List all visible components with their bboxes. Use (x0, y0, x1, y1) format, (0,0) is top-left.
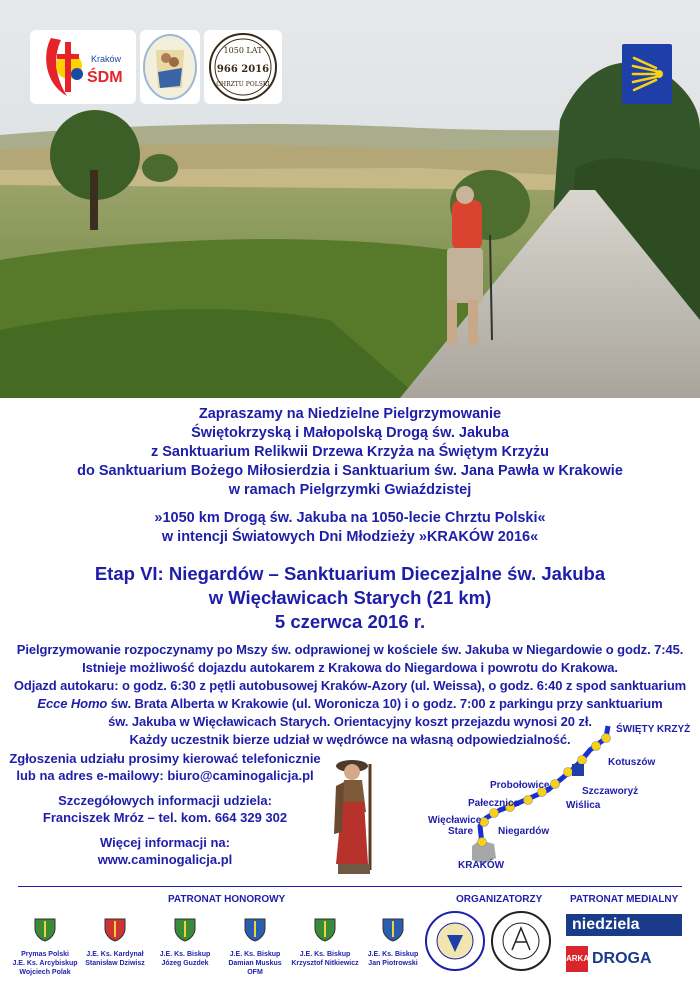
intro-line-4: do Sanktuarium Bożego Miłosierdzia i Sanktuarium św. Jana Pawła w Krakowie (77, 463, 623, 479)
intro-line-3: z Sanktuarium Relikwii Drzewa Krzyża na Świętym Krzyżu (150, 444, 550, 460)
map-label-wieclawice-stare: Stare (448, 826, 474, 837)
website-link[interactable]: www.caminogalicja.pl (97, 852, 233, 867)
details-line-6: Każdy uczestnik bierze udział w wędrówce na własną odpowiedzialność. (129, 732, 571, 747)
saint-james-statue (322, 752, 386, 878)
map-label-kotuszow: Kotuszów (608, 757, 656, 768)
ecce-homo-text: Ecce Homo (37, 696, 108, 711)
stage-date: 5 czerwca 2016 r. (274, 611, 426, 632)
patron-name-line: Damian Muskus OFM (228, 960, 282, 976)
mercy-logo (140, 30, 200, 104)
organizer-brotherhood-logo (424, 910, 486, 972)
patron-name (220, 950, 290, 977)
patron-name-line: Wojciech Polak (19, 969, 71, 976)
map-label-wieclawice: Więcławice (428, 815, 482, 826)
patron-name-line: J.E. Ks. Kardynał (86, 951, 144, 958)
header-photo (0, 0, 700, 398)
footer-divider (18, 886, 682, 887)
details-line-5: św. Jakuba w Więcławicach Starych. Orientacyjny koszt przejazdu wynosi 20 zł. (108, 714, 592, 729)
patron-name (358, 950, 428, 968)
patron-name (80, 950, 150, 968)
patron-name (290, 950, 360, 968)
arka-logo: ARKA (566, 946, 588, 972)
svg-text:1050 LAT: 1050 LAT (223, 46, 263, 55)
patron-name-line: J.E. Ks. Biskup (159, 951, 211, 958)
intro-line-1: Zapraszamy na Niedzielne Pielgrzymowanie (198, 406, 502, 422)
patron-name-line: J.E. Ks. Biskup (229, 951, 281, 958)
intro-line-7: w intencji Światowych Dni Młodzieży »KRAKÓW 2016« (161, 529, 539, 545)
map-label-probolowice: Probołowice (490, 780, 550, 791)
patron-name-line: Stanisław Dziwisz (85, 960, 145, 967)
patron-coat-of-arms (171, 915, 199, 943)
organizer-confraternitas-logo (490, 910, 552, 972)
patron-name-line: Józeg Guzdek (161, 960, 209, 967)
scallop-shell-icon (626, 50, 668, 98)
camino-shell-logo (622, 44, 672, 104)
intro-line-5: w ramach Pielgrzymki Gwiaździstej (228, 482, 472, 498)
contact-line-2: lub na adres e-mailowy: biuro@caminogalicja.pl (16, 768, 314, 783)
patron-name-line: J.E. Ks. Biskup (367, 951, 419, 958)
intro-line-2: Świętokrzyską i Małopolską Drogą św. Jakuba (191, 425, 509, 441)
patron-name-line: Krzysztof Nitkiewicz (291, 960, 359, 967)
svg-text:CHRZTU POLSKI: CHRZTU POLSKI (216, 81, 270, 88)
patron-coat-of-arms (101, 915, 129, 943)
details-line-4 (0, 696, 700, 711)
patron-name (150, 950, 220, 968)
stage-title: Etap VI: Niegardów – Sanktuarium Diecezjalne św. Jakuba (94, 563, 606, 584)
patron-name-line: Prymas Polski (21, 951, 69, 958)
map-label-niegardow: Niegardów (498, 826, 550, 837)
contact-line-5: Więcej informacji na: (100, 835, 230, 850)
route-map (410, 714, 700, 880)
contact-line-3: Szczegółowych informacji udziela: (58, 793, 272, 808)
contact-line-4: Franciszek Mróz – tel. kom. 664 329 302 (42, 810, 288, 825)
stage-subtitle: w Więcławicach Starych (21 km) (208, 587, 492, 608)
map-label-krakow: KRAKÓW (458, 860, 505, 871)
patronat-medialny-title: PATRONAT MEDIALNY (570, 894, 679, 905)
patron-name-line: Jan Piotrowski (368, 960, 418, 967)
patron-coat-of-arms (379, 915, 407, 943)
map-label-palecznica: Pałecznica (468, 798, 520, 809)
details-line-1: Pielgrzymowanie rozpoczynamy po Mszy św. odprawionej w kościele św. Jakuba w Niegardowie o godz. 7:45. (16, 642, 684, 657)
patron-name-line: J.E. Ks. Arcybiskup (12, 960, 78, 967)
organizatorzy-title: ORGANIZATORZY (456, 894, 543, 905)
svg-text:966 2016: 966 2016 (216, 64, 270, 75)
details-line-4-rest: św. Brata Alberta w Krakowie (ul. Woronicza 10) i o godz. 7:00 z parkingu przy sanktuarium (107, 696, 663, 711)
map-label-szczaworyz: Szczaworyż (582, 786, 639, 797)
patron-coat-of-arms (311, 915, 339, 943)
map-shell-icon (572, 764, 584, 776)
details-line-3: Odjazd autokaru: o godz. 6:30 z pętli autobusowej Kraków-Azory (ul. Weissa), o godz. 6:40 z spod sanktuarium (13, 678, 687, 693)
baptism-anniversary-logo (204, 30, 282, 104)
patron-coat-of-arms (241, 915, 269, 943)
droga-logo: DROGA (592, 950, 652, 967)
patron-name-line: J.E. Ks. Biskup (299, 951, 351, 958)
niedziela-logo: niedziela (566, 914, 682, 936)
patronat-honorowy-title: PATRONAT HONOROWY (168, 894, 286, 905)
svg-text:ŚDM: ŚDM (87, 69, 123, 86)
intro-line-6: »1050 km Drogą św. Jakuba na 1050-lecie Chrztu Polski« (154, 510, 546, 526)
details-line-2: Istnieje możliwość dojazdu autokarem z Krakowa do Niegardowa i powrotu do Krakowa. (82, 660, 618, 675)
map-label-wislica: Wiślica (566, 800, 601, 811)
map-label-swiety-krzyz: ŚWIĘTY KRZYŻ (616, 724, 691, 735)
patron-coat-of-arms (31, 915, 59, 943)
contact-line-1: Zgłoszenia udziału prosimy kierować telefonicznie (9, 751, 321, 766)
sdm-city-text: Kraków (91, 54, 122, 64)
patron-name (10, 950, 80, 977)
sdm-logo (30, 30, 136, 104)
